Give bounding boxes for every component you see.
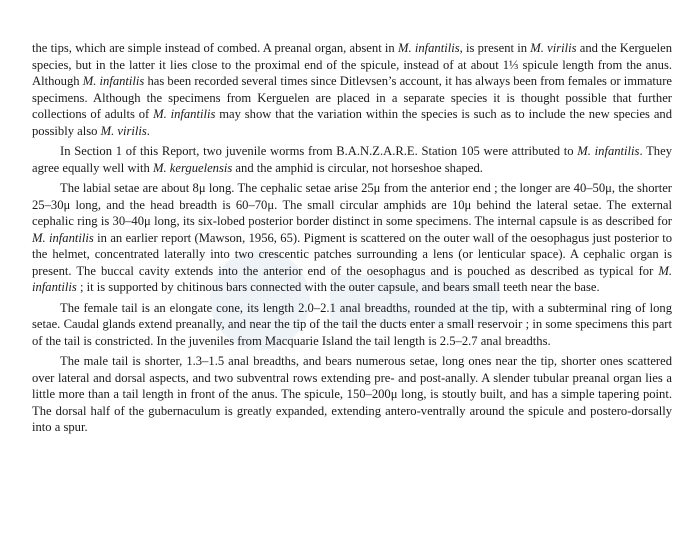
species-name: M. infantilis (82, 74, 145, 88)
text-run: The male tail is shorter, 1.3–1.5 anal breadths, and bears numerous setae, long ones near the tip, shorter ones scattered over lateral and dorsal aspects, and two subventral rows extending pre- and post-anally. A slender tubular preanal organ lies a little more than a tail length in front of the anus. The spicule, 150–200μ long, is stoutly built, and has a simple tapering point. The dorsal half of the gubernaculum is greatly expanded, extending antero-ventrally around the spicule and postero-dorsally into a spur. (32, 354, 672, 434)
species-name: M. infantilis (577, 144, 640, 158)
species-name: M. kerguelensis (153, 160, 233, 175)
paragraph-p3 (32, 180, 672, 296)
species-name: M. infantilis (397, 41, 460, 55)
document-page (32, 40, 672, 440)
text-run: . (146, 123, 150, 138)
species-name: M. infantilis (32, 263, 672, 294)
text-run: ; it is supported by chitinous bars connected with the outer capsule, and bears small teeth near the base. (76, 280, 600, 294)
text-run: the tips, which are simple instead of combed. A preanal organ, absent in (32, 41, 398, 55)
text-run: may show that the variation within the species is such as to include the new species and possibly also (32, 107, 673, 138)
species-name: M. infantilis (153, 107, 216, 121)
species-name: M. virilis (100, 123, 147, 138)
paragraph-p1 (32, 40, 672, 139)
paragraph-p5 (32, 353, 672, 436)
text-run: and the Kerguelen species, but in the latter it lies close to the proximal end of the spicule, instead of at about 1⅓ spicule length from the anus. Although (32, 41, 672, 88)
species-name: M. infantilis (32, 230, 94, 245)
text-run: in an earlier report (Mawson, 1956, 65). Pigment is scattered on the outer wall of the oesophagus just posterior to the helmet, concentrated laterally into two crescentic patches surrounding a lens (or lenticular space). A cephalic organ is present. The buccal cavity extends into the anterior end of the oesophagus and is pouched as described as typical for (32, 230, 672, 278)
text-run: In Section 1 of this Report, two juvenile worms from B.A.N.Z.A.R.E. Station 105 were attributed to (60, 144, 578, 158)
text-run: , is present in (459, 41, 531, 55)
species-name: M. virilis (530, 41, 577, 55)
paragraph-p2 (32, 143, 672, 176)
text-run: has been recorded several times since Ditlevsen’s account, it has always been from females or immature specimens. Although the specimens from Kerguelen are placed in a separate species it is thought possible that further collections of adults of (32, 74, 673, 121)
text-run: . They agree equally well with (32, 144, 672, 175)
text-run: and the amphid is circular, not horseshoe shaped. (232, 160, 483, 175)
text-run: The female tail is an elongate cone, its length 2.0–2.1 anal breadths, rounded at the tip, with a subterminal ring of long setae. Caudal glands extend preanally, and near the tip of the tail the ducts enter a small reservoir ; in some specimens this part of the tail is constricted. In the juveniles from Macquarie Island the tail length is 2.5–2.7 anal breadths. (32, 300, 672, 348)
paragraph-p4 (32, 300, 672, 350)
text-run: The labial setae are about 8μ long. The cephalic setae arise 25μ from the anterior end ; the longer are 40–50μ, the shorter 25–30μ long, and the head breadth is 60–70μ. The small circular amphids are 10μ behind the lateral setae. The external cephalic ring is 30–40μ long, its six-lobed posterior border distinct in some specimens. The internal capsule is as described for (32, 181, 672, 228)
